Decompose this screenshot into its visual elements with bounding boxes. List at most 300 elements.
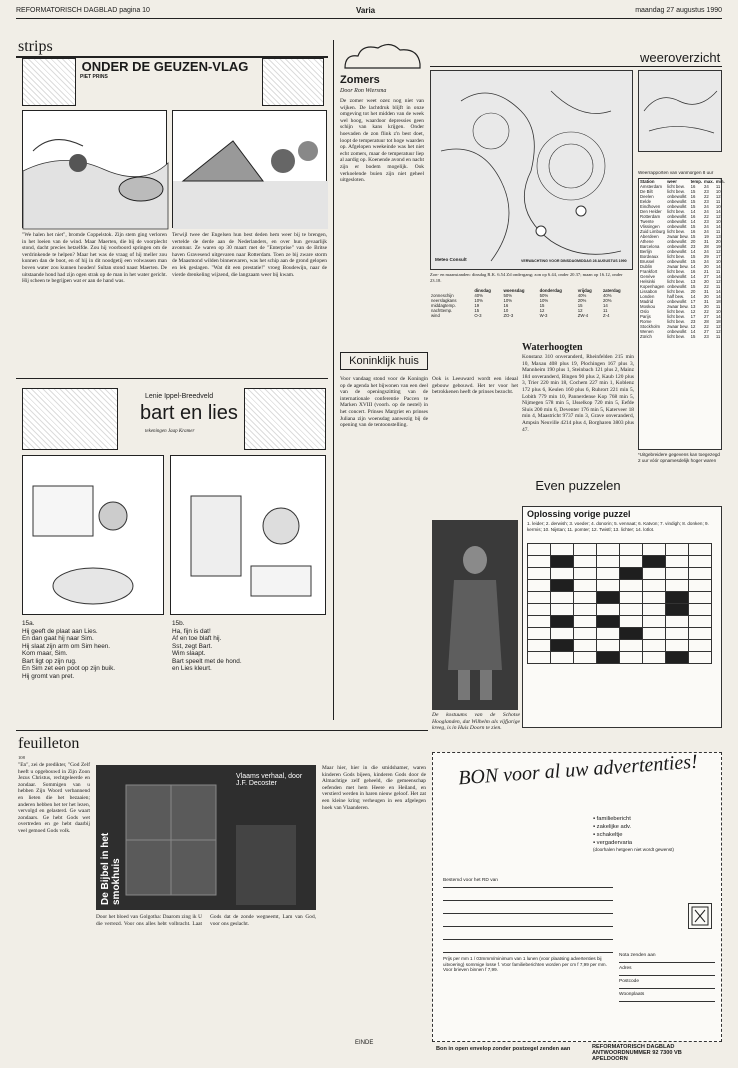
station-cell: 11 — [715, 229, 721, 234]
station-cell: licht bew. — [667, 209, 685, 214]
forecast-cell: 15 — [539, 303, 545, 308]
station-cell: 14 — [690, 274, 696, 279]
feuilleton-body-2: Door het bloed van Golgotha: Daarom zing ik U die verrezd. Voor ons alles hebt volbracht. Laat Gods dat de zonde wegneemt, Lam van God, voor ons geslacht. — [96, 914, 316, 927]
header-date: maandag 27 augustus 1990 — [635, 7, 722, 14]
puzzle-row — [528, 628, 712, 640]
station-cell: 23 — [704, 219, 709, 224]
station-cell: 10 — [715, 219, 721, 224]
station-cell: 28 — [704, 319, 709, 324]
puzzle-cell[interactable] — [643, 568, 666, 580]
koninklijk-body-2: Ook is Leeuward wordt een ideaal gebouw gebouwd. Het ter voor het betrokkenen heeft de prinses bezocht. — [432, 376, 518, 396]
station-cell: licht bew. — [667, 229, 685, 234]
puzzle-cell[interactable] — [597, 604, 620, 616]
puzzle-cell[interactable] — [620, 544, 643, 556]
bon-coupon[interactable] — [432, 752, 722, 1042]
puzzle-row — [528, 592, 712, 604]
station-cell: 22 — [704, 284, 709, 289]
puzzle-cell[interactable] — [551, 652, 574, 664]
station-cell: onbewolkt — [667, 274, 687, 279]
header-section: Varia — [356, 6, 376, 15]
station-cell: Moskou — [640, 304, 656, 309]
weather-map — [430, 70, 633, 270]
station-cell: 24 — [704, 209, 709, 214]
station-cell: 19 — [704, 234, 709, 239]
bon-field-label: Postcode — [619, 979, 640, 984]
forecast-cell: 14 — [603, 303, 608, 308]
bon-field-line[interactable] — [443, 943, 613, 953]
bon-field-adres[interactable] — [619, 966, 715, 976]
panel-15b-line: Ha, fijn is dat! — [172, 627, 211, 635]
feuilleton-end: EINDE — [355, 1040, 374, 1046]
puzzle-cell[interactable] — [551, 640, 574, 652]
station-cell: Eelde — [640, 199, 651, 204]
puzzle-cell[interactable] — [666, 592, 689, 604]
station-cell: 14 — [715, 224, 721, 229]
bon-field-line[interactable] — [443, 904, 613, 914]
station-cell: 14 — [715, 274, 721, 279]
station-cell: licht bew. — [667, 289, 685, 294]
forecast-day: vrijdag — [577, 288, 592, 293]
forecast-cell: O-3 — [474, 313, 482, 318]
puzzle-cell[interactable] — [528, 628, 551, 640]
bon-feature-label: zakelijke adv. — [596, 824, 632, 830]
bon-field-label: Nota zenden aan — [619, 953, 656, 958]
forecast-cell: 10 — [503, 308, 509, 313]
photo-caption: De kostuums van de Schotse Hooglanden, dat Wilhelm als vijfjarige kreeg, is in Huis Doorn te zien. — [432, 712, 520, 732]
puzzle-cell[interactable] — [597, 616, 620, 628]
puzzle-cell[interactable] — [666, 616, 689, 628]
bon-field-date[interactable] — [443, 878, 613, 888]
forecast-cell: 40% — [577, 293, 587, 298]
panel-15a-line: Hij slaat zijn arm om Sim heen. — [22, 642, 111, 650]
forecast-label: neerslagkans — [431, 298, 457, 303]
comic2-drawings: tekeningen Jaap Kramer — [145, 429, 195, 434]
comic2-author: Lenie Ippel-Breedveld — [145, 393, 214, 400]
station-cell: 22 — [704, 309, 709, 314]
strips-divider — [16, 378, 328, 379]
station-cell: 16 — [690, 269, 696, 274]
comic1-panel-left — [22, 110, 167, 228]
bon-fields-left — [443, 878, 613, 992]
puzzle-row — [528, 640, 712, 652]
weather-cloud-art — [340, 40, 426, 70]
puzzle-cell[interactable] — [597, 580, 620, 592]
kostuum-photo — [432, 520, 518, 710]
station-cell: 15 — [690, 234, 696, 239]
station-cell: Stockholm — [640, 324, 661, 329]
puzzle-cell[interactable] — [574, 640, 597, 652]
station-cell: 15 — [690, 254, 696, 259]
station-cell: 18 — [715, 299, 721, 304]
bon-field-label: Woonplaats — [619, 992, 645, 997]
puzzle-cell[interactable] — [643, 628, 666, 640]
station-cell: 11 — [715, 284, 721, 289]
puzzle-cell[interactable] — [689, 604, 712, 616]
puzzle-cell[interactable] — [551, 568, 574, 580]
feuilleton-body-3: Maar hier, hier in die smidshamer, waren kinderen Gods bijeen, kinderen Gods door de Almachtige zelf geheeld, die gemeenschap oefenden met hem Heere en Heiland, en verstierd werden in haren nieuw geloof. Het zat een kleine kring verheugen in een afgelegen hoek van Vlaanderen. — [322, 765, 426, 811]
bon-feature-note: (doorhalen hetgeen niet wordt gewenst) — [593, 847, 674, 852]
stations-footnote: *Uitgebreidere gegevens kan toegezegd 2 uur vóór opnamesdelijk hoger waren — [638, 452, 720, 463]
station-cell: onbewolkt — [667, 224, 687, 229]
bon-field-woonplaats[interactable] — [619, 992, 715, 1002]
panel-15b-line: Bart speelt met de hond. — [172, 657, 242, 665]
bon-field-label: Bestemd voor het RD van — [443, 878, 498, 883]
puzzle-cell[interactable] — [620, 604, 643, 616]
station-cell: Aberdeen — [640, 234, 659, 239]
map-copyright: Meteo Consult — [435, 257, 467, 262]
puzzle-cell[interactable] — [643, 652, 666, 664]
puzzle-cell[interactable] — [528, 556, 551, 568]
forecast-cell: 20% — [603, 298, 612, 303]
bon-feature-item[interactable]: ▪ vergadervaria — [593, 840, 633, 846]
station-cell: zwaar bew. — [667, 324, 689, 329]
forecast-cell: ZO-3 — [503, 313, 514, 318]
puzzle-cell[interactable] — [551, 604, 574, 616]
panel-15a-line: Kom maar, Sim. — [22, 650, 68, 657]
puzzle-cell[interactable] — [597, 652, 620, 664]
puzzle-cell[interactable] — [643, 544, 666, 556]
puzzle-cell[interactable] — [597, 556, 620, 568]
puzzle-cell[interactable] — [666, 556, 689, 568]
puzzle-cell[interactable] — [597, 640, 620, 652]
station-cell: 17 — [690, 299, 696, 304]
station-row — [639, 334, 726, 339]
forecast-cell: 15 — [577, 303, 583, 308]
station-cell: 20 — [704, 279, 709, 284]
puzzle-cell[interactable] — [620, 616, 643, 628]
comic2-panel-15a — [22, 455, 164, 615]
puzzle-cell[interactable] — [551, 556, 574, 568]
station-cell: 12 — [715, 214, 721, 219]
station-cell: onbewolkt — [667, 214, 687, 219]
station-cell: 14 — [715, 264, 721, 269]
puzzle-cell[interactable] — [620, 640, 643, 652]
forecast-cell: 40% — [603, 293, 612, 298]
station-cell: 14 — [715, 289, 721, 294]
station-cell: Berlijn — [640, 249, 652, 254]
puzzle-cell[interactable] — [666, 544, 689, 556]
forecast-cell: 10% — [474, 298, 483, 303]
station-cell: 15 — [690, 334, 696, 339]
feuilleton-title: feuilleton — [18, 735, 80, 752]
forecast-cell: ZW-4 — [577, 313, 589, 318]
bon-field-line[interactable] — [443, 891, 613, 901]
panel-15b-text — [172, 620, 322, 673]
bon-feature-label: vergadervaria — [596, 840, 633, 846]
station-cell: zwaar bew. — [667, 264, 689, 269]
puzzle-cell[interactable] — [528, 616, 551, 628]
panel-15a-text — [22, 620, 164, 680]
station-cell: Genève — [640, 274, 656, 279]
puzzle-cell[interactable] — [666, 640, 689, 652]
puzzle-cell[interactable] — [551, 628, 574, 640]
station-cell: 20 — [704, 264, 709, 269]
comic1-logo-art-right — [262, 58, 324, 106]
weather-radar-map — [638, 70, 722, 152]
forecast-day: zaterdag — [603, 288, 621, 293]
puzzle-cell[interactable] — [689, 640, 712, 652]
station-cell: Bordeaux — [640, 254, 659, 259]
puzzle-cell[interactable] — [597, 628, 620, 640]
feuilleton-illustration — [96, 765, 316, 910]
koninklijk-banner — [340, 352, 428, 370]
station-cell: 24 — [704, 249, 709, 254]
feuilleton-top-rule — [16, 730, 428, 731]
station-cell: Helsinki — [640, 279, 656, 284]
puzzle-cell[interactable] — [643, 580, 666, 592]
puzzle-cell[interactable] — [643, 556, 666, 568]
puzzle-cell[interactable] — [620, 628, 643, 640]
puzzle-cell[interactable] — [689, 628, 712, 640]
bon-fields-right — [619, 953, 715, 1005]
station-cell: Barcelona — [640, 244, 660, 249]
station-cell: 14 — [690, 294, 696, 299]
puzzle-cell[interactable] — [551, 616, 574, 628]
station-cell: Kopenhagen — [640, 284, 665, 289]
puzzle-cell[interactable] — [597, 568, 620, 580]
puzzle-cell[interactable] — [574, 604, 597, 616]
page-header — [16, 7, 722, 17]
station-cell: Vlissingen — [640, 224, 660, 229]
puzzle-cell[interactable] — [528, 652, 551, 664]
station-cell: 20 — [704, 294, 709, 299]
feuilleton-body-1: "En", zei de predikter, "God Zelf heeft u opgebouwd in Zijn Zoon Jezus Christus, rechtgeleerde en zondaar. Sommigen van u hebben Zijn Woord verbannend en lieten die het bezaaien; anderen hebben het ter het lezen, vervolgd en gelasterd. Ge waart zondaars. Ge hebt Gods wet overtreden en ge hebt daarbij veel gemoed Gods volk. — [18, 762, 90, 834]
station-cell: Athene — [640, 239, 654, 244]
forecast-cell: 10% — [539, 298, 549, 303]
station-cell: 14 — [690, 209, 696, 214]
stations-header: Station — [640, 179, 655, 184]
station-cell: Den Helder — [640, 209, 662, 214]
puzzle-cell[interactable] — [528, 544, 551, 556]
bon-field-postcode[interactable] — [619, 979, 715, 989]
bon-title: BON voor al uw advertenties! — [457, 750, 699, 790]
station-cell: 14 — [690, 264, 696, 269]
puzzle-cell[interactable] — [528, 580, 551, 592]
puzzle-cell[interactable] — [666, 580, 689, 592]
bon-feature-item[interactable]: ▪ familiebericht — [593, 816, 631, 822]
station-cell: 20 — [690, 239, 696, 244]
puzzle-cell[interactable] — [620, 568, 643, 580]
puzzle-row — [528, 544, 712, 556]
panel-15a-line: En Sim zet een poot op zijn buik. — [22, 665, 116, 672]
waterhoogten-title: Waterhoogten — [522, 342, 583, 353]
puzzle-cell[interactable] — [689, 556, 712, 568]
station-cell: onbewolkt — [667, 194, 687, 199]
station-cell: 27 — [704, 314, 709, 319]
forecast-cell: 20% — [577, 298, 587, 303]
station-cell: 13 — [690, 304, 696, 309]
strips-title: strips — [18, 38, 53, 55]
puzzle-cell[interactable] — [574, 544, 597, 556]
puzzle-cell[interactable] — [551, 544, 574, 556]
station-cell: 12 — [690, 324, 696, 329]
bon-feature-item[interactable]: ▪ zakelijke adv. — [593, 824, 632, 830]
stations-header: min. — [715, 179, 725, 184]
station-cell: 19 — [715, 244, 721, 249]
puzzle-cell[interactable] — [643, 640, 666, 652]
puzzel-box — [522, 506, 722, 728]
station-cell: zwaar bew. — [667, 234, 689, 239]
stations-table — [638, 178, 725, 450]
puzzle-cell[interactable] — [574, 628, 597, 640]
station-cell: Rome — [640, 319, 652, 324]
puzzle-cell[interactable] — [689, 568, 712, 580]
puzzle-cell[interactable] — [666, 628, 689, 640]
puzzle-cell[interactable] — [597, 544, 620, 556]
station-cell: Deelen — [640, 194, 654, 199]
station-cell: 23 — [704, 189, 709, 194]
forecast-cell: Z-4 — [603, 313, 610, 318]
station-cell: 15 — [690, 199, 696, 204]
bon-feature-item[interactable]: ▪ schakeltje — [593, 832, 623, 838]
station-cell: 28 — [704, 244, 709, 249]
station-cell: Twente — [640, 219, 654, 224]
station-cell: 16 — [690, 194, 696, 199]
station-cell: 23 — [690, 244, 696, 249]
puzzle-cell[interactable] — [689, 592, 712, 604]
station-cell: Oslo — [640, 309, 649, 314]
station-cell: 20 — [715, 239, 721, 244]
feuilleton-number: 108 — [18, 755, 25, 760]
station-cell: 16 — [690, 214, 696, 219]
station-cell: licht bew. — [667, 319, 685, 324]
puzzle-row — [528, 568, 712, 580]
station-cell: 21 — [704, 269, 709, 274]
zomers-byline: Door Ron Wiersma — [340, 88, 387, 94]
puzzle-cell[interactable] — [620, 556, 643, 568]
station-cell: 11 — [715, 304, 721, 309]
station-cell: 24 — [704, 204, 709, 209]
puzzle-row — [528, 604, 712, 616]
puzzle-cell[interactable] — [528, 568, 551, 580]
puzzle-cell[interactable] — [551, 592, 574, 604]
puzzle-cell[interactable] — [666, 568, 689, 580]
bon-field-line[interactable] — [443, 917, 613, 927]
forecast-cell: W-3 — [539, 313, 548, 318]
stations-header: temp. — [690, 179, 703, 184]
koninklijk-title: Koninklijk huis — [349, 355, 419, 367]
puzzle-cell[interactable] — [574, 616, 597, 628]
puzzle-cell[interactable] — [574, 580, 597, 592]
forecast-label: zonneschijn — [431, 293, 454, 298]
bon-feature-label: familiebericht — [596, 816, 631, 822]
puzzle-cell[interactable] — [551, 580, 574, 592]
station-cell: 12 — [715, 324, 721, 329]
station-cell: 20 — [704, 304, 709, 309]
puzzle-cell[interactable] — [574, 556, 597, 568]
station-cell: 31 — [704, 299, 709, 304]
zon-text: Zon- en maanstanden: dinsdag R.K. 6.54 Zd ondergang; zon op 6.44, onder 20.37; maan op 16.12, onder 23.18. — [430, 272, 623, 283]
station-cell: 14 — [690, 219, 696, 224]
map-caption: VERWACHTING VOOR DINSDAGMIDDAG 28 AUGUSTUS 1990 — [521, 259, 627, 263]
puzzel-banner-title: Even puzzelen — [535, 478, 621, 493]
station-cell: 18 — [715, 319, 721, 324]
forecast-cell: 12 — [577, 308, 583, 313]
bon-footer-right: REFORMATORISCH DAGBLAD ANTWOORDNUMMER 92 7300 VB APELDOORN — [592, 1044, 682, 1062]
forecast-cell: 40% — [474, 293, 483, 298]
puzzle-cell[interactable] — [643, 592, 666, 604]
forecast-cell: 11 — [603, 308, 608, 313]
station-cell: 10 — [715, 309, 721, 314]
puzzle-cell[interactable] — [666, 604, 689, 616]
puzzle-cell[interactable] — [689, 544, 712, 556]
station-cell: 15 — [690, 204, 696, 209]
puzzle-cell[interactable] — [689, 580, 712, 592]
comic2-panel-15b — [170, 455, 326, 615]
station-cell: 20 — [690, 289, 696, 294]
forecast-cell: 12 — [539, 308, 545, 313]
forecast-label: middagtemp. — [431, 303, 456, 308]
station-cell: onbewolkt — [667, 204, 687, 209]
station-cell: Amsterdam — [640, 184, 662, 189]
forecast-cell: 10% — [503, 298, 513, 303]
comic2-logo-art — [22, 388, 118, 450]
puzzle-cell[interactable] — [666, 652, 689, 664]
bon-feature-list — [593, 815, 674, 853]
station-cell: licht bew. — [667, 254, 685, 259]
puzzle-cell[interactable] — [574, 568, 597, 580]
station-cell: Lissabon — [640, 289, 658, 294]
station-cell: 13 — [690, 279, 696, 284]
station-cell: 23 — [704, 199, 709, 204]
puzzle-cell[interactable] — [528, 640, 551, 652]
book-sub: Vlaams verhaal, door J.F. Decoster — [236, 773, 303, 787]
forecast-cell: 16 — [503, 303, 509, 308]
forecast-cell: 15 — [474, 308, 480, 313]
station-cell: 12 — [690, 309, 696, 314]
station-cell: 11 — [715, 184, 721, 189]
forecast-label: wind — [431, 313, 440, 318]
panel-15b-line: en Lies kleurt. — [172, 665, 212, 672]
station-cell: 12 — [715, 194, 721, 199]
puzzle-cell[interactable] — [689, 652, 712, 664]
comic1-author: PIET PRINS — [80, 74, 108, 80]
station-cell: licht bew. — [667, 279, 685, 284]
puzzle-cell[interactable] — [574, 592, 597, 604]
puzzle-cell[interactable] — [620, 580, 643, 592]
panel-15a-label: 15a. — [22, 620, 35, 627]
bon-footer — [432, 1044, 722, 1062]
station-cell: onbewolkt — [667, 244, 687, 249]
puzzle-cell[interactable] — [528, 592, 551, 604]
station-cell: 31 — [704, 239, 709, 244]
bon-field-nota[interactable] — [619, 953, 715, 963]
station-cell: 16 — [690, 229, 696, 234]
station-cell: Londen — [640, 294, 655, 299]
puzzle-cell[interactable] — [597, 592, 620, 604]
panel-15a-line: En dan gaat hij naar Sim. — [22, 635, 94, 642]
station-cell: 24 — [704, 184, 709, 189]
bon-field-line[interactable] — [443, 930, 613, 940]
header-rule — [16, 18, 722, 19]
panel-15b-line: Wim slaapt. — [172, 650, 206, 657]
puzzle-cell[interactable] — [689, 616, 712, 628]
puzzle-cell[interactable] — [643, 616, 666, 628]
station-cell: 29 — [704, 254, 709, 259]
station-cell: Zürich — [640, 334, 652, 339]
station-cell: De Bilt — [640, 189, 653, 194]
panel-15b-label: 15b. — [172, 620, 185, 627]
station-cell: onbewolkt — [667, 219, 687, 224]
puzzle-cell[interactable] — [620, 592, 643, 604]
puzzle-cell[interactable] — [620, 652, 643, 664]
puzzle-row — [528, 580, 712, 592]
puzzle-cell[interactable] — [574, 652, 597, 664]
forecast-day: dinsdag — [474, 288, 491, 293]
puzzle-cell[interactable] — [528, 604, 551, 616]
comic1-panel-right — [172, 110, 327, 228]
puzzle-cell[interactable] — [643, 604, 666, 616]
